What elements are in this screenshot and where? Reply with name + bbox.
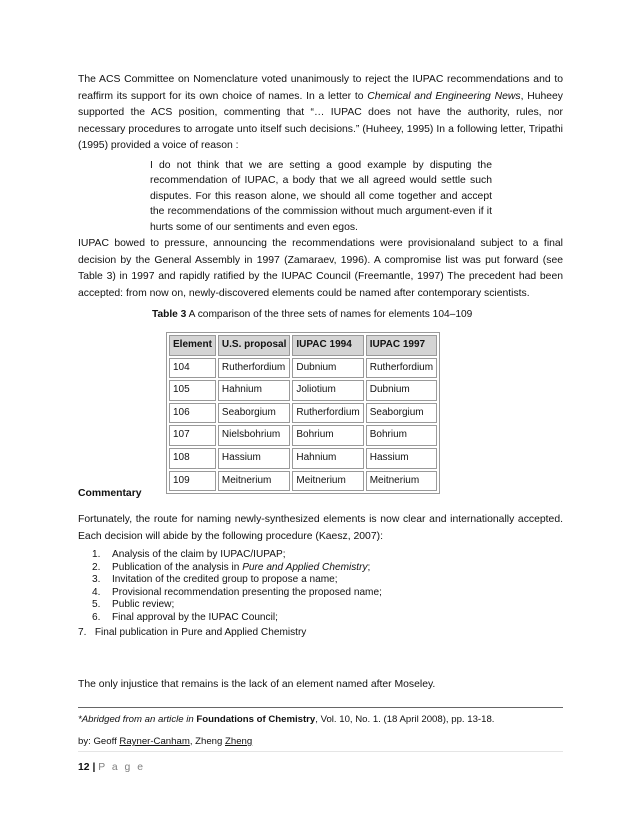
procedure-list: [78, 549, 382, 624]
list-item: [78, 562, 382, 575]
element-names-table: [166, 332, 440, 494]
list-item-number: 3.: [92, 574, 101, 585]
footnote-text: *Abridged from an article in: [78, 714, 197, 725]
list-item-text: Final approval by the IUPAC Council;: [112, 611, 278, 623]
table-cell: Hassium: [366, 448, 437, 469]
journal-title-pac: Pure and Applied Chemistry: [242, 561, 368, 573]
list-item-text: Invitation of the credited group to propose a name;: [112, 574, 338, 585]
header-iupac-1994: IUPAC 1994: [292, 335, 363, 356]
table-cell: Hahnium: [218, 380, 290, 401]
commentary-heading: Commentary: [78, 488, 142, 499]
header-us-proposal: U.S. proposal: [218, 335, 290, 356]
table-cell: 104: [169, 358, 216, 379]
footer-divider: [78, 751, 563, 752]
list-item: [78, 612, 382, 625]
table-cell: Rutherfordium: [218, 358, 290, 379]
table-cell: Nielsbohrium: [218, 425, 290, 446]
list-item-number: 1.: [92, 549, 101, 560]
para1-text-b: , Huheey supported the ACS position, commenting that “… IUPAC does not have the authority, rules, nor necessary procedures to arrogate unto itself such decisions.” (Huheey, 1995) In a following letter, Tripathi (1995) provided a voice of reason :: [78, 90, 564, 152]
commentary-paragraph: Fortunately, the route for naming newly-synthesized elements is now clear and internationally accepted. Each decision will abide by the following procedure (Kaesz, 2007):: [78, 514, 563, 542]
table-cell: 109: [169, 471, 216, 492]
list-item-number: 4.: [92, 586, 101, 598]
author-name: Rayner-Canham: [119, 736, 190, 747]
header-iupac-1997: IUPAC 1997: [366, 335, 437, 356]
list-item-text: Analysis of the claim by IUPAC/IUPAP;: [112, 549, 286, 560]
page-label: P a g e: [98, 762, 145, 773]
table-cell: 105: [169, 380, 216, 401]
closing-sentence: The only injustice that remains is the lack of an element named after Moseley.: [78, 679, 436, 690]
page-number: 12: [78, 762, 90, 773]
table-cell: Hahnium: [292, 448, 363, 469]
table-cell: 107: [169, 425, 216, 446]
list-item-number: 2.: [92, 561, 101, 573]
table-caption: [152, 307, 472, 324]
byline-text: , Zheng: [189, 736, 226, 747]
list-item-number: 5.: [92, 599, 101, 610]
list-item: [78, 549, 382, 562]
list-item-text: Public review;: [112, 599, 175, 610]
table-row: [169, 380, 437, 401]
para1-text-a: The ACS Committee on Nomenclature voted unanimously to reject the IUPAC recommendations and to reaffirm its support for its own choice of names. In a letter to: [78, 74, 563, 102]
table-row: [169, 425, 437, 446]
page-separator: |: [89, 762, 99, 773]
table-row: [169, 448, 437, 469]
table-cell: Bohrium: [366, 425, 437, 446]
table-cell: Rutherfordium: [292, 403, 363, 424]
byline-text: by: Geoff: [78, 736, 120, 747]
paragraph-acs-committee: [78, 72, 563, 155]
header-element: Element: [169, 335, 216, 356]
footnote-divider: [78, 707, 563, 708]
table-header-row: [169, 335, 437, 356]
table-cell: Meitnerium: [218, 471, 290, 492]
block-quote-tripathi: I do not think that we are setting a good example by disputing the recommendation of IUPAC, a body that we all agreed would settle such disputes. For this reason alone, we should all come together and accept the recommendations of the commission without much argument-even if it hurts some of our sentiments and even egos.: [150, 160, 492, 233]
table-cell: Bohrium: [292, 425, 363, 446]
author-byline: [78, 734, 252, 751]
table-row: [169, 471, 437, 492]
list-item-number: 6.: [92, 611, 101, 623]
table-cell: Dubnium: [292, 358, 363, 379]
table-cell: Meitnerium: [292, 471, 363, 492]
list-item-text: Publication of the analysis in: [112, 561, 243, 573]
table-cell: Meitnerium: [366, 471, 437, 492]
journal-title-cen: Chemical and Engineering News: [367, 90, 521, 102]
table-cell: Seaborgium: [366, 403, 437, 424]
table-cell: 106: [169, 403, 216, 424]
table-caption-label: Table 3: [152, 309, 187, 320]
table-cell: Hassium: [218, 448, 290, 469]
footnote: [78, 712, 494, 729]
table-row: [169, 358, 437, 379]
author-name: Zheng: [225, 736, 253, 747]
list-item-final-publication: 7. Final publication in Pure and Applied Chemistry: [78, 627, 307, 638]
table-cell: Seaborgium: [218, 403, 290, 424]
table-cell: Rutherfordium: [366, 358, 437, 379]
list-item-text: ;: [367, 561, 371, 573]
footnote-text: , Vol. 10, No. 1. (18 April 2008), pp. 13-18.: [315, 714, 495, 725]
list-item: [78, 587, 382, 600]
footnote-journal: Foundations of Chemistry: [196, 714, 316, 725]
table-cell: Joliotium: [292, 380, 363, 401]
paragraph-iupac-bowed: IUPAC bowed to pressure, announcing the recommendations were provisionaland subject to a final decision by the General Assembly in 1997 (Zamaraev, 1996). A compromise list was put forward (see Table 3) in 1997 and rapidly ratified by the IUPAC Council (Freemantle, 1997) The precedent had been accepted: from now on, newly-discovered elements could be named after contemporary scientists.: [78, 238, 563, 299]
table-caption-text: A comparison of the three sets of names for elements 104–109: [186, 309, 473, 320]
list-item-text: Provisional recommendation presenting the proposed name;: [112, 586, 382, 598]
list-item: [78, 574, 382, 587]
page-footer: [78, 760, 145, 777]
list-item: [78, 599, 382, 612]
table-row: [169, 403, 437, 424]
table-cell: Dubnium: [366, 380, 437, 401]
table-cell: 108: [169, 448, 216, 469]
